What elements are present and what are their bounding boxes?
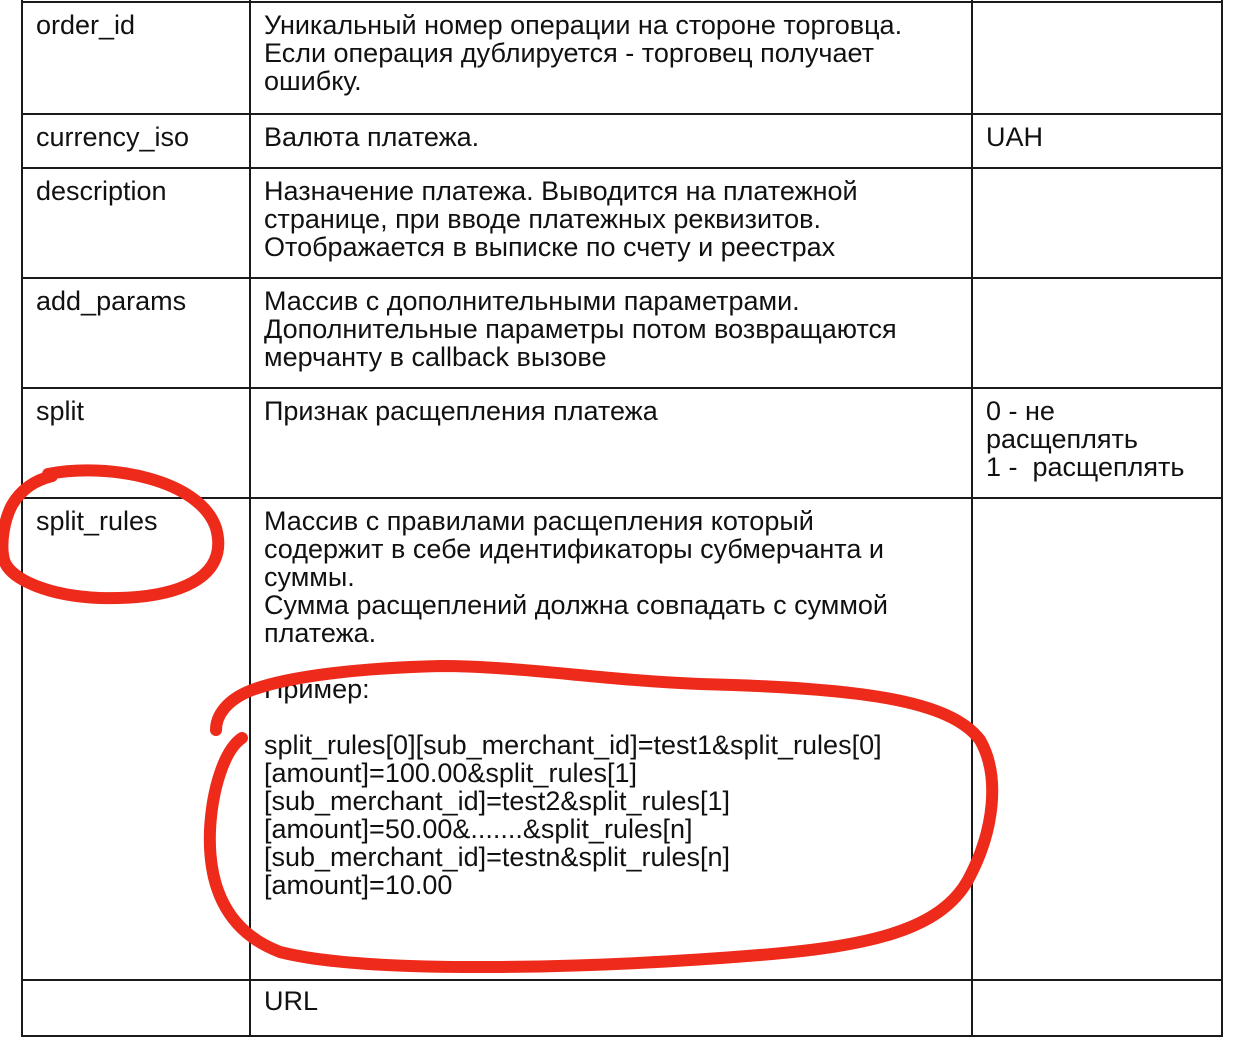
param-value-cell (972, 278, 1222, 388)
parameters-table (21, 0, 1223, 1037)
table-row (22, 168, 1222, 278)
table-row (22, 388, 1222, 498)
table-row (22, 278, 1222, 388)
clipped-header-text (251, 0, 971, 1)
param-name-cell: split (22, 388, 250, 498)
param-description-cell (250, 980, 972, 1036)
param-description-cell: Уникальный номер операции на стороне торговца. Если операция дублируется - торговец получает ошибку. (250, 2, 972, 114)
param-value-cell (972, 168, 1222, 278)
param-value-cell (972, 2, 1222, 114)
table-row (22, 498, 1222, 980)
param-description-cell: Назначение платежа. Выводится на платежной странице, при вводе платежных реквизитов. Отображается в выписке по счету и реестрах (250, 168, 972, 278)
split-rules-description: Массив с правилами расщепления который содержит в себе идентификаторы субмерчанта и суммы. Сумма расщеплений должна совпадать с суммой платежа. (264, 506, 889, 648)
param-name-cell: description (22, 168, 250, 278)
param-value-cell: 0 - не расщеплять 1 - расщеплять (972, 388, 1222, 498)
param-name-cell: currency_iso (22, 114, 250, 168)
table-row (22, 114, 1222, 168)
partial-cell-text: URL (264, 986, 319, 1016)
table-row-partial (22, 980, 1222, 1036)
param-name-cell (22, 980, 250, 1036)
param-value-cell (972, 498, 1222, 980)
example-label: Пример: (264, 674, 370, 704)
param-name-cell: add_params (22, 278, 250, 388)
param-value-cell (972, 980, 1222, 1036)
param-name-cell: order_id (22, 2, 250, 114)
param-name-cell: split_rules (22, 498, 250, 980)
param-description-cell (250, 498, 972, 980)
param-description-cell: Признак расщепления платежа (250, 388, 972, 498)
param-description-cell: Массив с дополнительными параметрами. Дополнительные параметры потом возвращаются мерчанту в callback вызове (250, 278, 972, 388)
example-code: split_rules[0][sub_merchant_id]=test1&split_rules[0] [amount]=100.00&split_rules[1] [sub_merchant_id]=test2&split_rules[1] [amount]=50.00&.......&split_rules[n] [sub_merchant_id]=testn&split_rules[n] [amount]=10.00 (264, 730, 882, 900)
table-row (22, 2, 1222, 114)
param-description-cell: Валюта платежа. (250, 114, 972, 168)
param-value-cell: UAH (972, 114, 1222, 168)
